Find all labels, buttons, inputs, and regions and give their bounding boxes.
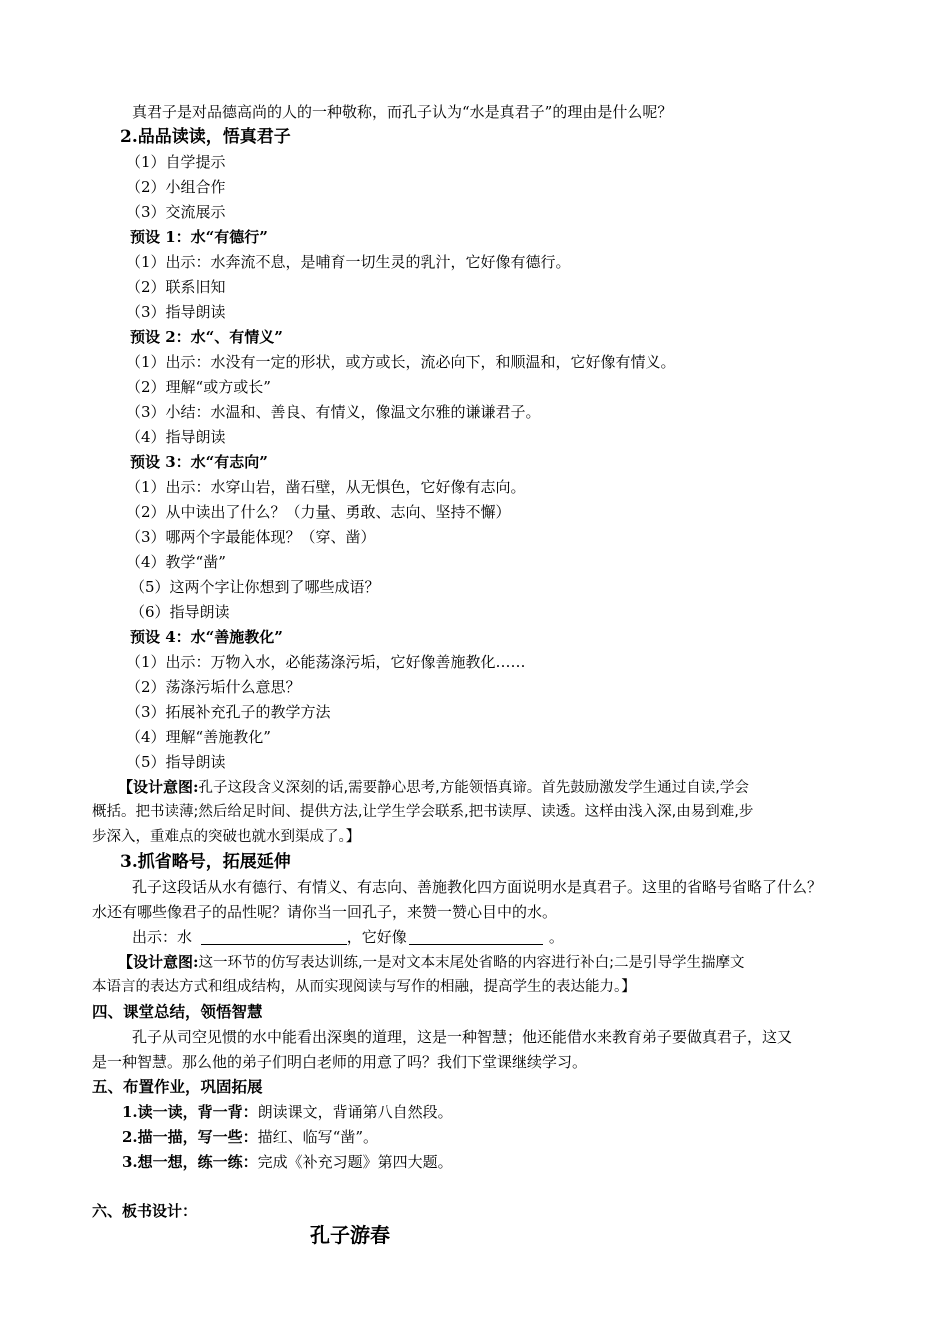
heading-3: 3.抓省略号，拓展延伸 bbox=[120, 852, 291, 872]
step-2: （2）小组合作 bbox=[126, 178, 226, 196]
homework-2: 2.描一描，写一些：描红、临写“凿”。 bbox=[122, 1128, 379, 1146]
design-intent-1-line-3: 步深入，重难点的突破也就水到渠成了。】 bbox=[92, 829, 361, 845]
section-4-heading: 四、课堂总结，领悟智慧 bbox=[92, 1002, 263, 1021]
design-intent-2-line-1 bbox=[118, 952, 745, 973]
design-intent-label: 【设计意图: bbox=[118, 953, 199, 971]
preset-2-heading: 预设 2：水“、有情义” bbox=[130, 328, 283, 346]
para-ellipsis-1: 孔子这段话从水有德行、有情义、有志向、善施教化四方面说明水是真君子。这里的省略号省略了什么？ bbox=[132, 878, 823, 896]
step-1: （1）自学提示 bbox=[126, 153, 226, 171]
preset-2-item-3: （3）小结：水温和、善良、有情义，像温文尔雅的谦谦君子。 bbox=[126, 403, 541, 421]
preset-3-item-6: （6）指导朗读 bbox=[130, 603, 230, 621]
preset-2-item-1: （1）出示：水没有一定的形状，或方或长，流必向下，和顺温和，它好像有情义。 bbox=[126, 353, 676, 371]
intro-question: 真君子是对品德高尚的人的一种敬称，而孔子认为“水是真君子”的理由是什么呢？ bbox=[132, 103, 673, 121]
heading-2: 2.品品读读，悟真君子 bbox=[120, 127, 291, 147]
para-ellipsis-2: 水还有哪些像君子的品性呢？请你当一回孔子，来赞一赞心目中的水。 bbox=[92, 903, 558, 921]
design-intent-text: 孔子这段含义深刻的话,需要静心思考,方能领悟真谛。首先鼓励激发学生通过自读,学会 bbox=[198, 780, 749, 796]
fill-in-sentence bbox=[132, 927, 564, 947]
preset-4-item-3: （3）拓展补充孔子的教学方法 bbox=[126, 703, 331, 721]
design-intent-text: 这一环节的仿写表达训练,一是对文本末尾处省略的内容进行补白;二是引导学生揣摩文 bbox=[198, 955, 745, 971]
preset-3-item-2: （2）从中读出了什么？（力量、勇敢、志向、坚持不懈） bbox=[126, 503, 511, 521]
preset-3-item-5: （5）这两个字让你想到了哪些成语？ bbox=[130, 578, 380, 596]
fill-in-blank-2 bbox=[409, 928, 543, 945]
section-6-heading: 六、板书设计： bbox=[92, 1202, 198, 1220]
preset-3-item-3: （3）哪两个字最能体现？（穿、凿） bbox=[126, 528, 376, 546]
homework-1: 1.读一读，背一背：朗读课文，背诵第八自然段。 bbox=[122, 1103, 453, 1121]
preset-4-item-5: （5）指导朗读 bbox=[126, 753, 226, 771]
fill-in-prefix: 出示：水 bbox=[132, 928, 193, 946]
design-intent-1-line-2: 概括。把书读薄;然后给足时间、提供方法,让学生学会联系,把书读厚、读透。这样由浅入深,由易到难,步 bbox=[92, 804, 754, 820]
preset-1-item-3: （3）指导朗读 bbox=[126, 303, 226, 321]
board-title: 孔子游春 bbox=[310, 1223, 390, 1247]
step-3: （3）交流展示 bbox=[126, 203, 226, 221]
preset-1-heading: 预设 1：水“有德行” bbox=[130, 228, 268, 246]
fill-in-blank-1 bbox=[201, 928, 347, 945]
preset-1-item-1: （1）出示：水奔流不息，是哺育一切生灵的乳汁，它好像有德行。 bbox=[126, 253, 571, 271]
section-5-heading: 五、布置作业，巩固拓展 bbox=[92, 1077, 263, 1096]
preset-2-item-2: （2）理解“或方或长” bbox=[126, 378, 271, 396]
design-intent-label: 【设计意图: bbox=[118, 778, 199, 796]
preset-2-item-4: （4）指导朗读 bbox=[126, 428, 226, 446]
preset-4-item-1: （1）出示：万物入水，必能荡涤污垢，它好像善施教化…… bbox=[126, 653, 526, 671]
preset-4-item-2: （2）荡涤污垢什么意思？ bbox=[126, 678, 301, 696]
homework-3: 3.想一想，练一练：完成《补充习题》第四大题。 bbox=[122, 1153, 453, 1171]
design-intent-2-line-2: 本语言的表达方式和组成结构，从而实现阅读与写作的相融，提高学生的表达能力。】 bbox=[92, 979, 636, 995]
preset-3-item-4: （4）教学“凿” bbox=[126, 553, 226, 571]
fill-in-suffix: 。 bbox=[548, 928, 564, 946]
design-intent-1-line-1 bbox=[118, 777, 749, 798]
preset-4-item-4: （4）理解“善施教化” bbox=[126, 728, 271, 746]
summary-line-2: 是一种智慧。那么他的弟子们明白老师的用意了吗？我们下堂课继续学习。 bbox=[92, 1053, 588, 1071]
fill-in-middle: ，它好像 bbox=[346, 928, 407, 946]
preset-4-heading: 预设 4：水“善施教化” bbox=[130, 628, 283, 646]
preset-1-item-2: （2）联系旧知 bbox=[126, 278, 226, 296]
preset-3-item-1: （1）出示：水穿山岩，凿石壁，从无惧色，它好像有志向。 bbox=[126, 478, 526, 496]
summary-line-1: 孔子从司空见惯的水中能看出深奥的道理，这是一种智慧；他还能借水来教育弟子要做真君子，这又 bbox=[132, 1028, 793, 1046]
preset-3-heading: 预设 3：水“有志向” bbox=[130, 453, 268, 471]
